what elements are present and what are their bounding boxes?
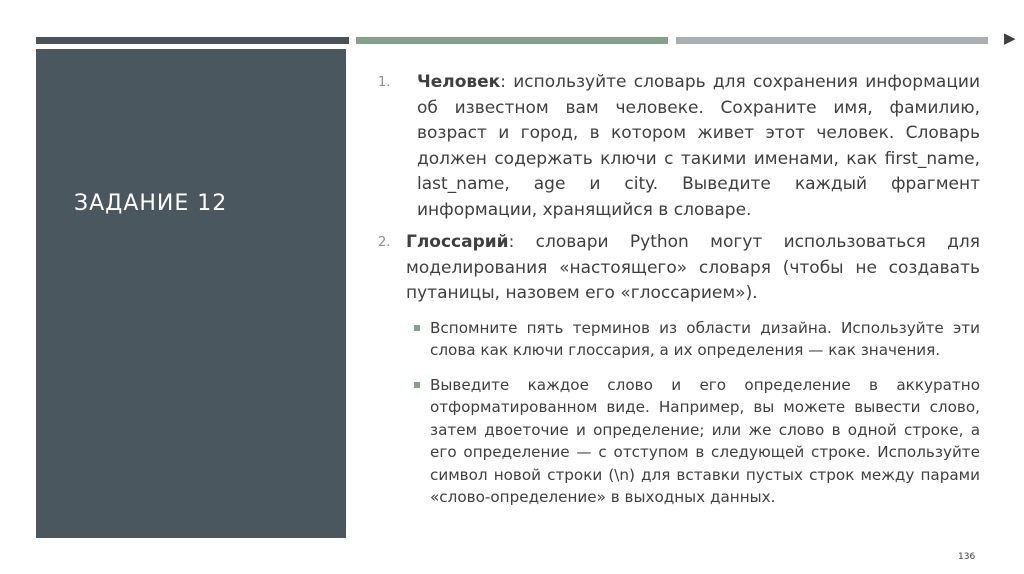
task-list [378,70,980,509]
slide-title: ЗАДАНИЕ 12 [74,191,228,216]
task-item-glossary [378,230,980,307]
task-text: : словари Python могут использоваться для моделирования «настоящего» словаря (чтобы не создавать путаницы, назовем его «глоссарием»). [406,232,980,303]
bullet-item [378,374,980,509]
task-item-person [378,70,980,223]
page-number: 136 [958,552,976,562]
bullet-item [378,317,980,362]
list-number: 1. [378,75,391,90]
top-bar-dark [36,37,349,44]
bullet-text: Вспомните пять терминов из области дизайна. Используйте эти слова как ключи глоссария, а их определения — как значения. [430,318,980,359]
bullet-text: Выведите каждое слово и его определение в аккуратно отформатированном виде. Например, вы можете вывести слово, затем двоеточие и определение; или же слово в одной строке, а его определение — с отступом в следующей строке. Используйте символ новой строки (\n) для вставки пустых строк между парами «слово-определение» в выходных данных. [430,375,980,506]
list-number: 2. [378,235,391,250]
task-text: : используйте словарь для сохранения информации об известном вам человеке. Сохраните имя, фамилию, возраст и город, в котором живет этот человек. Словарь должен содержать ключи с такими именами, как first_name, last_name, age и city. Выведите каждый фрагмент информации, хранящийся в словаре. [417,72,980,220]
top-bar-gray [676,37,988,44]
arrow-icon: ▶ [1004,29,1016,47]
top-bar-green [356,37,668,44]
term-label: Глоссарий [406,232,509,252]
square-bullet-icon [414,382,420,388]
title-panel [36,49,346,538]
square-bullet-icon [414,325,420,331]
term-label: Человек [417,72,501,92]
